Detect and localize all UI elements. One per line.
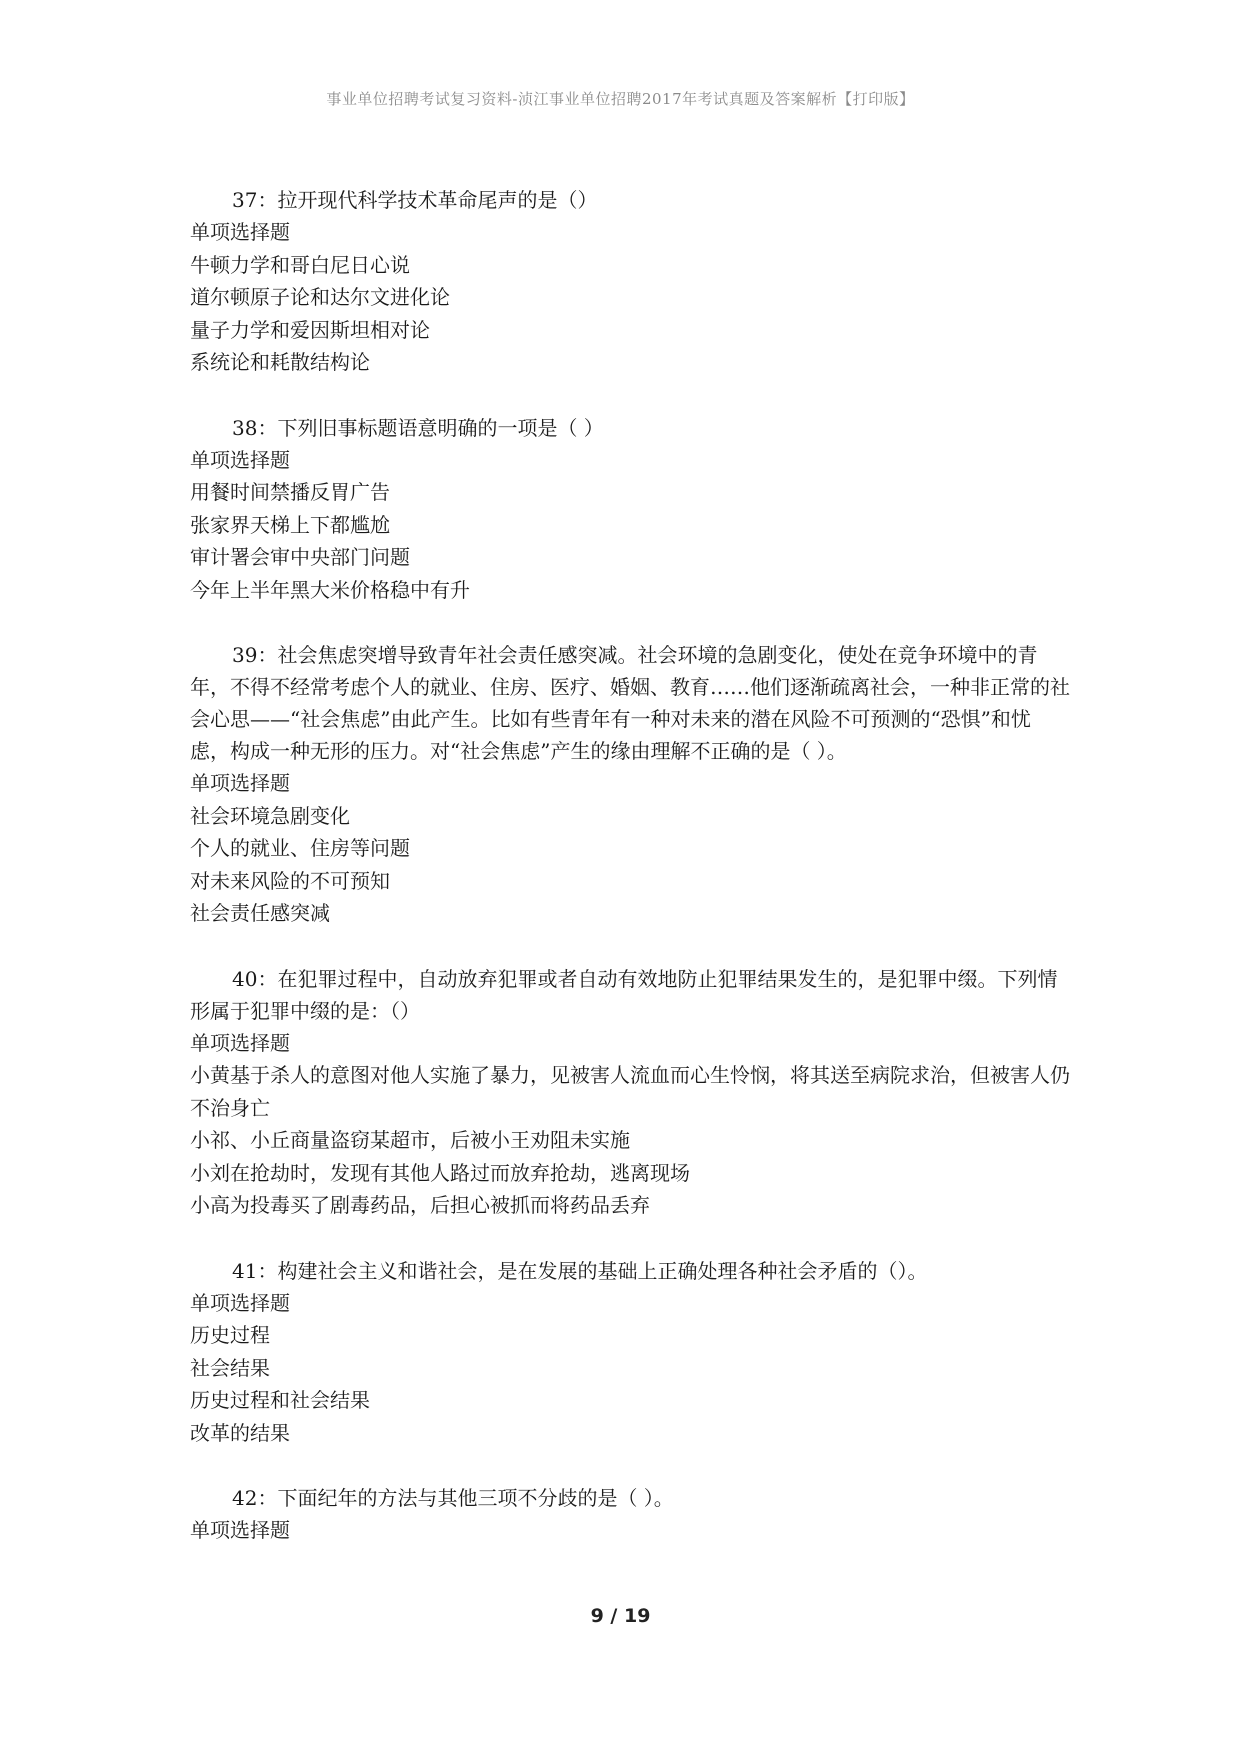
question-39: [190, 639, 1070, 930]
question-38: [190, 412, 1070, 607]
option-a: 历史过程: [190, 1323, 270, 1347]
option-b: 小祁、小丘商量盗窃某超市，后被小王劝阻未实施: [190, 1128, 630, 1152]
option-c: 小刘在抢劫时，发现有其他人路过而放弃抢劫，逃离现场: [190, 1160, 690, 1185]
question-41: [190, 1255, 1070, 1450]
question-type: 单项选择题: [190, 771, 290, 795]
question-type: 单项选择题: [190, 1518, 290, 1542]
option-b: 道尔顿原子论和达尔文进化论: [190, 285, 450, 309]
page-number: 9 / 19: [590, 1605, 651, 1627]
option-a: 牛顿力学和哥白尼日心说: [190, 252, 410, 277]
question-type: 单项选择题: [190, 1030, 290, 1055]
option-a: 用餐时间禁播反胃广告: [190, 480, 390, 504]
page-header: 事业单位招聘考试复习资料-浈江事业单位招聘2017年考试真题及答案解析【打印版】: [326, 90, 915, 108]
question-37: [190, 184, 1070, 379]
option-b: 社会结果: [190, 1355, 270, 1380]
option-c: 审计署会审中央部门问题: [190, 545, 410, 569]
question-text: 37：拉开现代科学技术革命尾声的是（）: [232, 188, 598, 212]
option-d: 改革的结果: [190, 1420, 290, 1445]
question-text: 40：在犯罪过程中，自动放弃犯罪或者自动有效地防止犯罪结果发生的，是犯罪中缀。下列情形属于犯罪中缀的是：（）: [190, 966, 1058, 1023]
option-b: 个人的就业、住房等问题: [190, 836, 410, 860]
option-c: 历史过程和社会结果: [190, 1388, 370, 1412]
option-b: 张家界天梯上下都尴尬: [190, 512, 390, 537]
question-list: [190, 184, 1070, 1580]
question-type: 单项选择题: [190, 1290, 290, 1315]
option-c: 量子力学和爱因斯坦相对论: [190, 317, 430, 342]
option-d: 今年上半年黑大米价格稳中有升: [190, 577, 470, 602]
question-type: 单项选择题: [190, 220, 290, 244]
option-d: 小高为投毒买了剧毒药品，后担心被抓而将药品丢弃: [190, 1193, 650, 1217]
question-text: 41：构建社会主义和谐社会，是在发展的基础上正确处理各种社会矛盾的（）。: [232, 1258, 928, 1283]
option-a: 社会环境急剧变化: [190, 803, 350, 828]
question-type: 单项选择题: [190, 447, 290, 472]
option-c: 对未来风险的不可预知: [190, 868, 390, 893]
option-d: 社会责任感突减: [190, 901, 330, 925]
option-d: 系统论和耗散结构论: [190, 350, 370, 374]
question-text: 42：下面纪年的方法与其他三项不分歧的是（ ）。: [232, 1486, 674, 1510]
question-42: [190, 1482, 1070, 1547]
option-a: 小黄基于杀人的意图对他人实施了暴力，见被害人流血而心生怜悯，将其送至病院求治，但被害人仍不治身亡: [190, 1063, 1070, 1120]
question-text: 38：下列旧事标题语意明确的一项是（ ）: [232, 415, 604, 440]
question-text: 39：社会焦虑突增导致青年社会责任感突减。社会环境的急剧变化，使处在竞争环境中的青年，不得不经常考虑个人的就业、住房、医疗、婚姻、教育……他们逐渐疏离社会，一种非正常的社会心思——“社会焦虑”由此产生。比如有些青年有一种对未来的潜在风险不可预测的“恐惧”和忧虑，构成一种无形的压力。对“社会焦虑”产生的缘由理解不正确的是（ ）。: [190, 643, 1070, 763]
question-40: [190, 963, 1070, 1222]
